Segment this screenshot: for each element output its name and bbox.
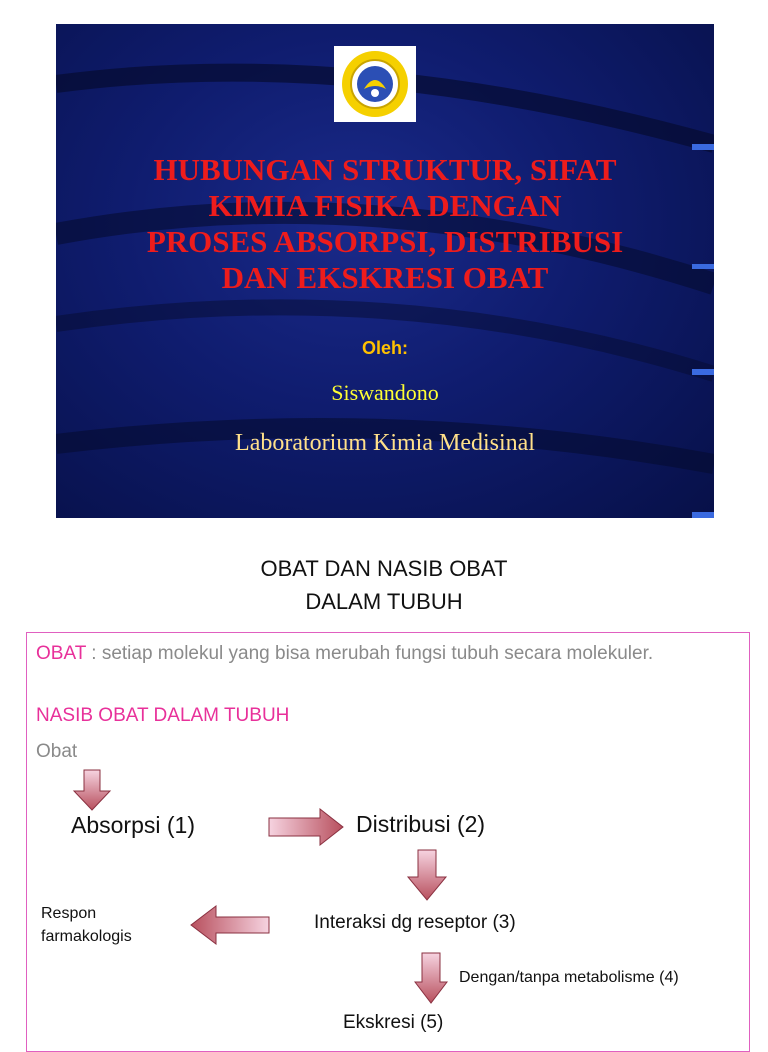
receptor-interaction-node: Interaksi dg reseptor (3) [314,912,516,933]
start-label: Obat [36,741,78,762]
definition [36,639,716,668]
excretion-node: Ekskresi (5) [343,1012,444,1033]
absorption-node: Absorpsi (1) [71,812,195,838]
arrow-down-icon [406,849,448,901]
university-logo [334,46,416,122]
definition-text: : setiap molekul yang bisa merubah fungsi tubuh secara molekuler. [85,643,654,664]
fate-heading: NASIB OBAT DALAM TUBUH [36,705,290,726]
by-label: Oleh: [361,338,408,358]
metabolism-label: Dengan/tanpa metabolisme (4) [459,969,679,986]
arrow-down-icon [414,952,448,1004]
affiliation: Laboratorium Kimia Medisinal [235,430,535,456]
content-box [26,632,750,1052]
author-name: Siswandono [331,380,439,405]
arrow-down-icon [72,769,112,811]
distribution-node: Distribusi (2) [356,811,486,837]
response-node: Respon farmakologis [41,905,132,945]
section-title: OBAT DAN NASIB OBAT DALAM TUBUH [260,556,508,614]
slide-title: HUBUNGAN STRUKTUR, SIFAT KIMIA FISIKA DENGAN PROSES ABSORPSI, DISTRIBUSI DAN EKSKRESI OBAT [146,152,624,295]
definition-term: OBAT [36,643,86,664]
arrow-left-icon [190,905,270,945]
arrow-right-icon [268,808,344,846]
title-slide [56,24,714,518]
